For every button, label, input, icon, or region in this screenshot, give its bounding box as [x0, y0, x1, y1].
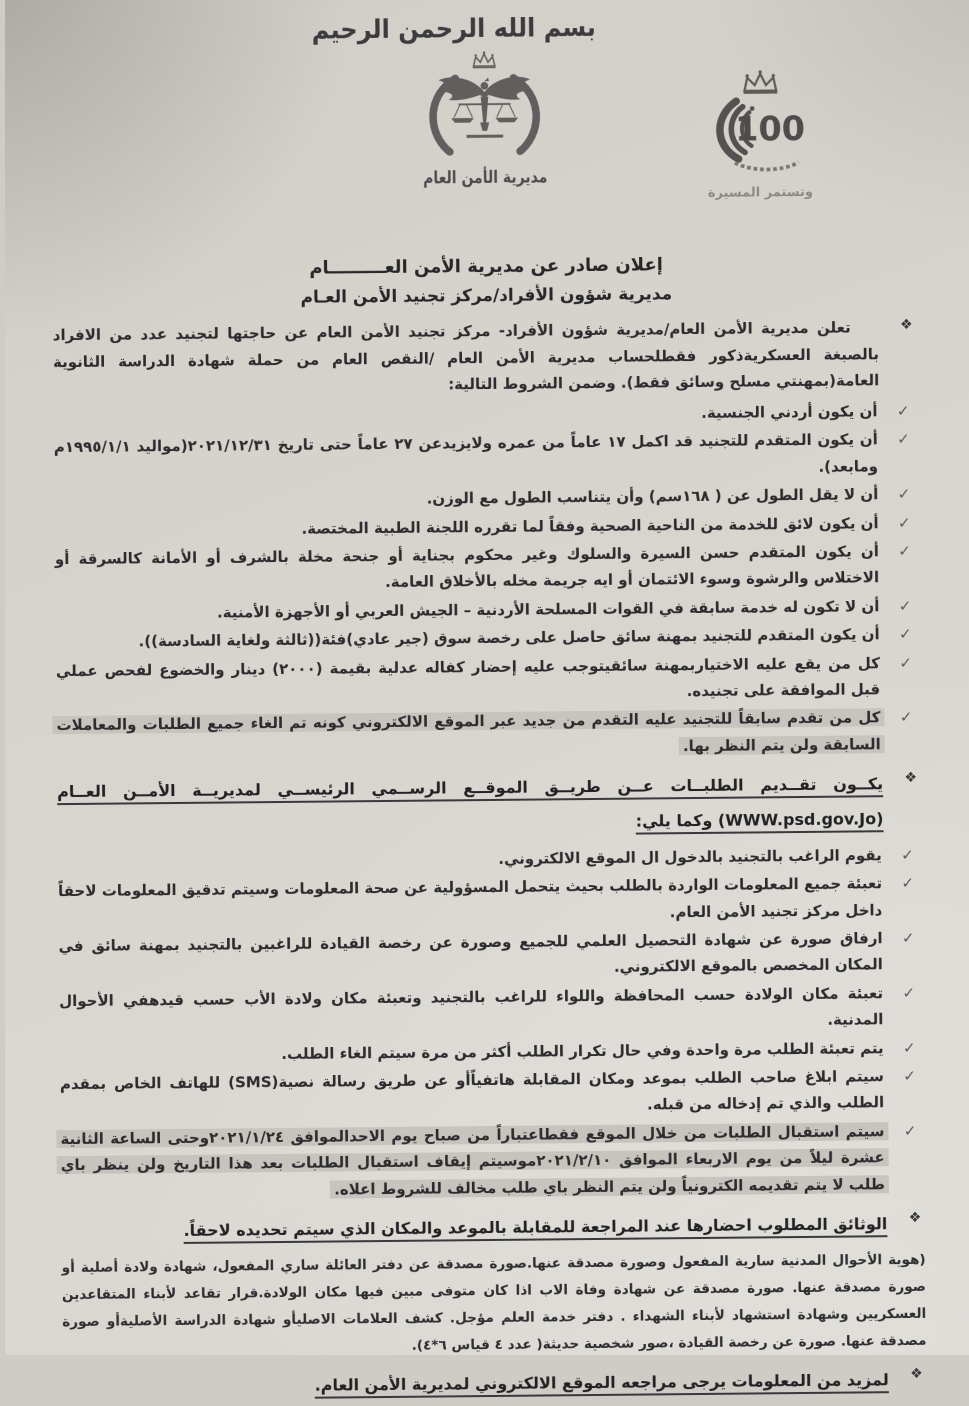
check-icon: ✓ — [903, 1121, 917, 1140]
footer-note-heading: لمزيد من المعلومات يرجى مراجعه الموقع الالكتروني لمديرية الأمن العام. — [314, 1370, 889, 1395]
check-icon: ✓ — [901, 845, 914, 864]
condition-text: أن يكون المتقدم حسن السيرة والسلوك وغير محكوم بجناية أو جنحة مخلة بالشرف أو الأمانة كالسرقة أو الاختلاس والرشوة وسوء الائتمان أو ايه جريمة مخله بالأخلاق العامة. — [54, 542, 880, 592]
application-step-item — [58, 870, 926, 931]
documents-section-heading: الوثائق المطلوب احضارها عند المراجعة للمقابلة بالموعد والمكان الذي سيتم تحديده لاحقاً. — [183, 1214, 888, 1240]
check-icon: ✓ — [901, 874, 915, 893]
announcement-title: إعلان صادر عن مديرية الأمن العـــــــــام — [309, 254, 663, 279]
diamond-bullet-icon: ❖ — [900, 316, 913, 334]
condition-text: أن يكون لائق للخدمة من الناحية الصحية وفقاً لما تقرره اللجنة الطبية المختصة. — [301, 513, 879, 538]
check-icon: ✓ — [901, 929, 915, 948]
check-icon: ✓ — [898, 596, 912, 615]
condition-text: أن لا يقل الطول عن ( ١٦٨سم) وأن يتناسب الطول مع الوزن. — [426, 485, 879, 508]
bismillah-calligraphy: بسم الله الرحمن الرحيم — [311, 11, 597, 45]
application-step-text: سيتم ابلاغ صاحب الطلب بموعد ومكان المقابلة هاتفياًأو عن طريق رسالة نصية(SMS) للهاتف الخاص بمقدم الطلب والذي تم إدخاله من قبله. — [59, 1067, 885, 1114]
condition-item — [54, 426, 922, 487]
check-icon: ✓ — [903, 1066, 916, 1086]
psd-emblem — [364, 43, 605, 187]
diamond-bullet-icon: ❖ — [908, 1209, 922, 1226]
check-icon: ✓ — [898, 541, 911, 561]
centennial-logo — [674, 67, 845, 202]
check-icon: ✓ — [899, 708, 913, 727]
check-icon: ✓ — [897, 430, 910, 449]
check-icon: ✓ — [902, 1038, 916, 1057]
check-icon: ✓ — [898, 625, 912, 644]
application-step-text: يتم تعبئة الطلب مرة واحدة وفي حال تكرار الطلب أكثر من مرة سيتم الغاء الطلب. — [281, 1038, 884, 1063]
condition-item — [55, 538, 923, 599]
application-step-item — [60, 1118, 929, 1206]
application-step-text: سيتم استقبال الطلبات من خلال الموقع فقطاعتباراً من صباح يوم الاحدالموافق ٢٠٢١/١/٢٤وحتى الساعة الثانية عشرة ليلاً من يوم الاربعاء الموافق ٢٠٢١/٢/١٠موسيتم إيقاف استقبال الطلبات بعد هذا التاريخ ولن ينظر باي طلب لا يتم تقديمه الكترونياً ولن يتم النظر باي طلب مخالف للشروط اعلاه. — [60, 1122, 886, 1199]
diamond-bullet-icon: ❖ — [904, 770, 918, 787]
centennial-number: 100 — [734, 108, 806, 149]
application-steps-list — [58, 842, 929, 1205]
intro-paragraph — [53, 314, 922, 402]
application-step-item — [59, 980, 927, 1041]
documents-section-heading-block — [61, 1207, 929, 1250]
application-step-text: تعبئة جميع المعلومات الواردة بالطلب بحيث يتحمل المسؤولية عن صحة المعلومات وسيتم تدقيق المعلومات لاحقاً داخل مركز تجنيد الأمن العام. — [57, 874, 883, 921]
psd-emblem-icon — [400, 43, 569, 173]
application-step-text: يقوم الراغب بالتجنيد بالدخول ال الموقع الالكتروني. — [498, 846, 882, 868]
condition-text: أن لا تكون له خدمة سابقة في القوات المسلحة الأردنية – الجيش العربي أو الأجهزة الأمنية. — [216, 597, 880, 622]
check-icon: ✓ — [899, 653, 913, 672]
documents-list-paragraph: (هوية الأحوال المدنية سارية المفعول وصورة مصدقة عنها.صورة مصدقة عن دفتر العائلة ساري المفعول، شهادة ولادة أصلية أو صورة مصدقة عنها. صورة مصدقة عن شهادة وفاة الاب اذا كان متوفى مبين فيها مكان الولادة.قرار تقاعد لأبناء المتقاعدين العسكريين وشهادة استشهاد لأبناء الشهداء . دفتر خدمة العلم مؤجل. كشف العلامات الاصليأو شهادة الدراسة الأصليةأو صورة مصدقة عنها. صورة عن رخصة القيادة ،صور شخصية حديثة( عدد ٤ قياس ٦*٤). — [61, 1252, 927, 1354]
announcement-subtitle: مديرية شؤون الأفراد/مركز تجنيد الأمن العـام — [300, 284, 673, 308]
application-section-heading-block — [57, 767, 926, 844]
application-step-text: ارفاق صورة عن شهادة التحصيل العلمي للجميع وصورة عن رخصة القيادة للراغبين بالتجنيد بمهنة سائق في المكان المخصص بالموقع الالكتروني. — [58, 929, 883, 977]
application-step-text: تعبئة مكان الولادة حسب المحافظة واللواء للراغب بالتجنيد وتعبئة مكان ولادة الأب حسب قيدهفي الأحوال المدنية. — [59, 984, 884, 1030]
condition-text: أن يكون المتقدم للتجنيد قد اكمل ١٧ عاماً من عمره ولايزيدعن ٢٧ عاماً حتى تاريخ ٢٠٢١/١٢/٣١(مواليد ١٩٩٥/١/١م ومابعد). — [53, 430, 879, 476]
header-zone — [50, 38, 920, 258]
check-icon: ✓ — [896, 401, 910, 421]
application-section-heading: يكــون تقــديم الطلبــات عــن طريــق الموقــع الرســمي الرئيســي لمديريــة الأمــن العــام (WWW.psd.gov.Jo) وكما يلي: — [57, 774, 884, 831]
footer-note-block — [63, 1363, 931, 1406]
intro-text: تعلن مديرية الأمن العام/مديرية شؤون الأفراد- مركز تجنيد الأمن العام عن حاجتها لتجنيد عدد من الافراد بالصبغة العسكريةذكور فقطلحساب مديرية الأمن العام /النقص العام من حملة شهادة الدراسة الثانوية العامة(بمهنتي مسلح وسائق فقط). وضمن الشروط التالية: — [52, 318, 880, 394]
document-photo — [5, 0, 969, 1395]
conditions-list — [53, 398, 924, 765]
check-icon: ✓ — [897, 513, 911, 532]
condition-text: أن يكون أردني الجنسية. — [701, 402, 878, 422]
application-step-item — [58, 925, 926, 986]
centennial-100-icon — [695, 67, 824, 180]
diamond-bullet-icon: ❖ — [910, 1365, 923, 1382]
condition-item — [56, 704, 924, 765]
psd-emblem-caption: مديرية الأمن العام — [423, 167, 548, 189]
check-icon: ✓ — [897, 485, 911, 504]
condition-text: كل من تقدم سابقاً للتجنيد عليه التقدم من جديد عبر الموقع الالكتروني كونه تم الغاء جميع الطلبات والمعاملات السابقة ولن يتم النظر بها. — [56, 708, 881, 755]
condition-text: كل من يقع عليه الاختياربمهنة سائقيتوجب عليه إحضار كفاله عدلية بقيمة (٢٠٠٠) دينار والخضوع لفحص عملي قبل الموافقة على تجنيده. — [55, 653, 881, 701]
application-step-item — [60, 1063, 928, 1124]
condition-text: أن يكون المتقدم للتجنيد بمهنة سائق حاصل على رخصة سوق (جير عادي)فئة((ثالثة ولغاية السادسة)). — [138, 625, 880, 651]
condition-item — [56, 649, 924, 710]
check-icon: ✓ — [902, 983, 916, 1002]
centennial-tagline: وتستمر المسيرة — [707, 184, 814, 201]
